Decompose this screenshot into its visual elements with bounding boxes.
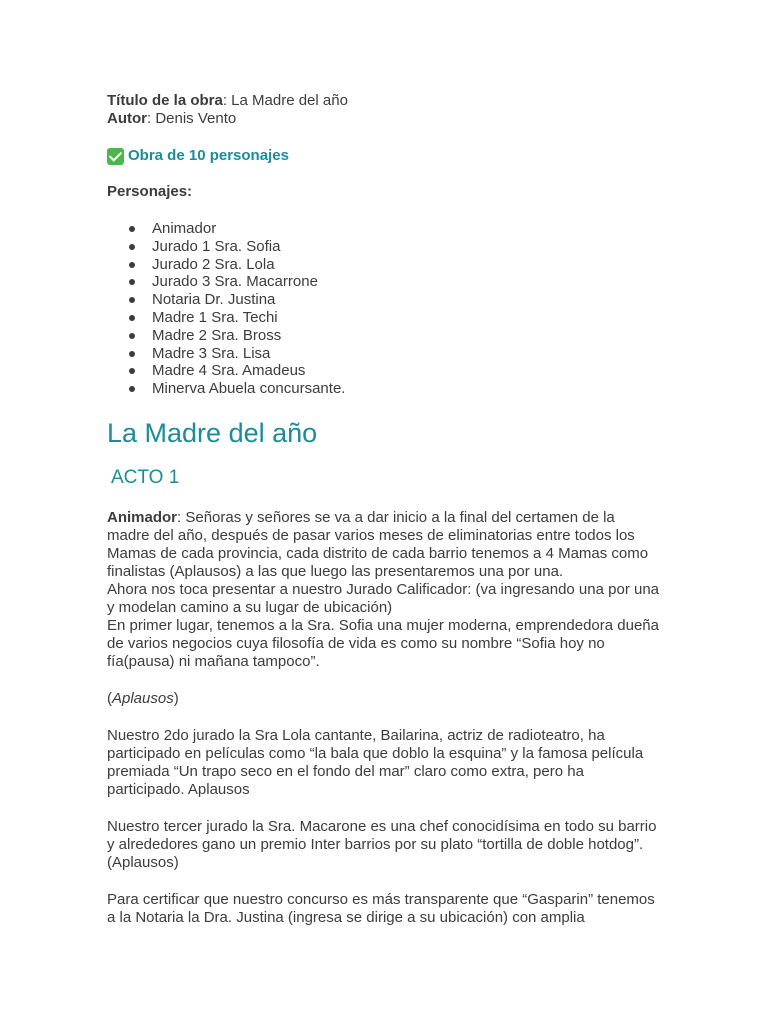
list-item: Minerva Abuela concursante.: [107, 380, 667, 398]
play-title-line: [107, 92, 667, 110]
list-item: Animador: [107, 220, 667, 238]
cast-count-text: Obra de 10 personajes: [128, 147, 289, 164]
list-item: Notaria Dr. Justina: [107, 291, 667, 309]
paren-open: (: [107, 689, 112, 707]
author-line: [107, 110, 667, 128]
paren-close: ): [173, 689, 179, 707]
applause-text: Aplausos: [112, 689, 174, 707]
paragraph-second-juror: Nuestro 2do jurado la Sra Lola cantante, Bailarina, actriz de radioteatro, ha participado en películas como “la bala que doblo la esquina” y la famosa película premiada “Un trapo seco en el fondo del mar” claro como extra, pero ha participado. Aplausos: [107, 726, 644, 798]
list-item: Madre 2 Sra. Bross: [107, 327, 667, 345]
play-title-label: Título de la obra: [107, 92, 223, 109]
list-item: Madre 4 Sra. Amadeus: [107, 362, 667, 380]
list-item: Madre 3 Sra. Lisa: [107, 345, 667, 363]
author-label: Autor: [107, 110, 147, 127]
list-item: Jurado 1 Sra. Sofia: [107, 238, 667, 256]
act-heading: ACTO 1: [111, 466, 180, 488]
paragraph-third-juror: Nuestro tercer jurado la Sra. Macarone es una chef conocidísima en todo su barrio y alrededores gano un premio Inter barrios por su plato “tortilla de doble hotdog”. (Aplausos): [107, 817, 657, 871]
characters-heading: Personajes:: [107, 183, 193, 200]
list-item: Jurado 2 Sra. Lola: [107, 256, 667, 274]
paragraph-applause: [107, 690, 667, 708]
paragraph-opening-text: : Señoras y señores se va a dar inicio a la final del certamen de la madre del año, después de pasar varios meses de eliminatorias entre todos los Mamas de cada provincia, cada distrito de cada barrio tenemos a 4 Mamas como finalistas (Aplausos) a las que luego las presentaremos una por una. Ahora nos toca presentar a nuestro Jurado Calificador: (va ingresando una por una y modelan camino a su lugar de ubicación) En primer lugar, tenemos a la Sra. Sofia una mujer moderna, emprendedora dueña de varios negocios cuya filosofía de vida es como su nombre “Sofia hoy no fía(pausa) ni mañana tampoco”.: [107, 508, 660, 670]
play-title-value: : La Madre del año: [222, 92, 348, 109]
paragraph-notary: Para certificar que nuestro concurso es más transparente que “Gasparin” tenemos a la Notaria la Dra. Justina (ingresa se dirige a su ubicación) con amplia: [107, 890, 655, 926]
list-item: Jurado 3 Sra. Macarrone: [107, 273, 667, 291]
document-page: [107, 92, 667, 927]
author-value: : Denis Vento: [147, 110, 237, 127]
characters-list: [107, 220, 667, 398]
paragraph-opening: [107, 509, 667, 671]
check-mark-icon: [107, 148, 124, 165]
cast-count-note: [107, 147, 667, 165]
speaker-label: Animador: [107, 508, 178, 526]
list-item: Madre 1 Sra. Techi: [107, 309, 667, 327]
play-heading: La Madre del año: [107, 417, 318, 448]
